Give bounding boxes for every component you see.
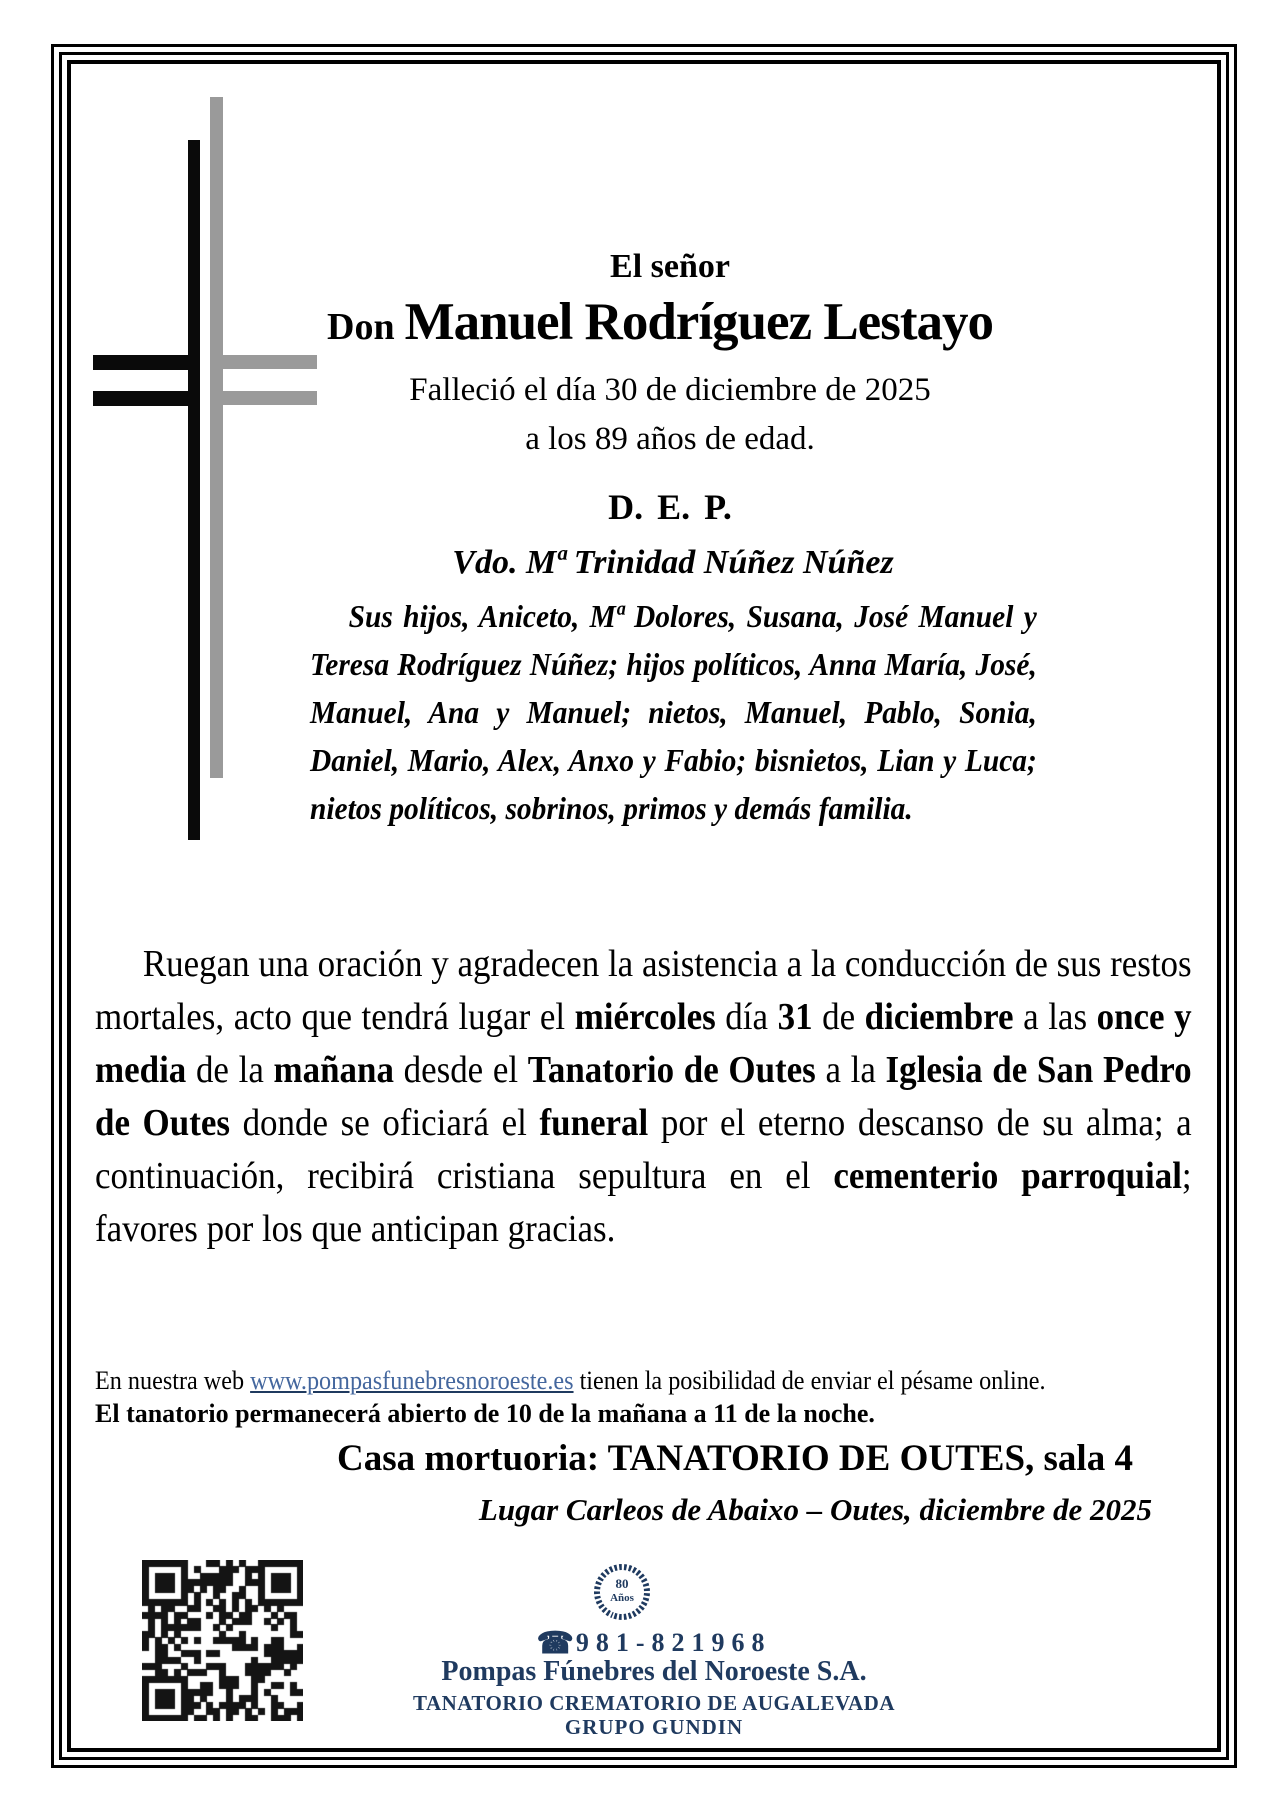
telephone-icon: ☎ [536, 1627, 576, 1660]
dep-abbreviation: D. E. P. [608, 487, 732, 527]
cross-black-lower-arm [93, 391, 200, 406]
honorific: Don [327, 306, 395, 348]
announcement-paragraph: Ruegan una oración y agradecen la asistencia a la conducción de sus restos mortales, acto que tendrá lugar el miércoles día 31 de diciembre a las once y media de la mañana desde el Tanatorio de Outes a la Iglesia de San Pedro de Outes donde se oficiará el funeral por el eterno descanso de su alma; a continuación, recibirá cristiana sepultura en el cementerio parroquial; favores por los que anticipan gracias. [95, 943, 1192, 1250]
tanatorio-hours-line: El tanatorio permanecerá abierto de 10 de la mañana a 11 de la noche. [95, 1399, 875, 1428]
emblem-80-text: 80 [615, 1576, 629, 1591]
group-name: GRUPO GUNDIN [564, 1715, 744, 1739]
widower-line: Vdo. Mª Trinidad Núñez Núñez [452, 544, 894, 581]
family-paragraph: Sus hijos, Aniceto, Mª Dolores, Susana, José Manuel y Teresa Rodríguez Núñez; hijos políticos, Anna María, José, Manuel, Ana y Manuel; nietos, Manuel, Pablo, Sonia, Daniel, Mario, Alex, Anxo y Fabio; bisnietos, Lian y Luca; nietos políticos, sobrinos, primos y demás familia. [310, 598, 1037, 826]
qr-code [142, 1560, 303, 1721]
mortuary-house-line: Casa mortuoria: TANATORIO DE OUTES, sala 4 [337, 1438, 1133, 1479]
cross-black-vertical-bar [188, 140, 200, 840]
death-age-line: a los 89 años de edad. [525, 421, 815, 457]
deceased-name-line [130, 292, 1190, 352]
website-line: En nuestra web www.pompasfunebresnoroeste.es tienen la posibilidad de enviar el pésame online. [95, 1366, 1046, 1395]
company-name: Pompas Fúnebres del Noroeste S.A. [441, 1656, 867, 1687]
death-date-line: Falleció el día 30 de diciembre de 2025 [409, 372, 931, 408]
cross-gray-upper-arm [211, 355, 317, 369]
80-years-laurel-emblem [590, 1558, 654, 1622]
emblem-anos-text: Años [610, 1592, 634, 1604]
deceased-name: Manuel Rodríguez Lestayo [404, 293, 993, 351]
pesame-website-link[interactable]: www.pompasfunebresnoroeste.es [250, 1366, 574, 1395]
cross-gray-vertical-bar [210, 97, 223, 778]
cross-black-upper-arm [93, 355, 200, 370]
facility-name: TANATORIO CREMATORIO DE AUGALEVADA [413, 1691, 895, 1715]
phone-number: 981-821968 [575, 1628, 772, 1657]
place-date-line: Lugar Carleos de Abaixo – Outes, diciembre de 2025 [478, 1492, 1152, 1527]
salutation: El señor [610, 248, 730, 285]
